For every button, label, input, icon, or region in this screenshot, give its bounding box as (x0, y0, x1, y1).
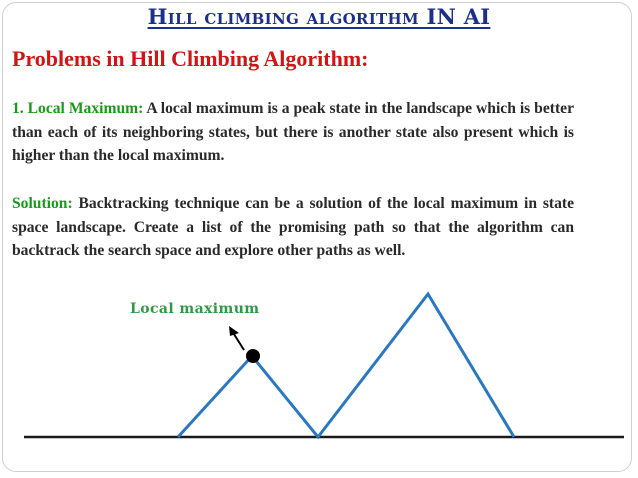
solution-lead: Solution: (12, 195, 73, 212)
local-maximum-dot (246, 349, 260, 363)
slide-title: Hill climbing algorithm IN AI (147, 4, 491, 29)
local-maximum-paragraph (12, 97, 574, 168)
local-maximum-text: A local maximum is a peak state in the landscape which is better than each of its neighboring states, but there is another state also present which is higher than the local maximum. (12, 100, 574, 164)
local-maximum-label: Local maximum (130, 301, 260, 317)
section-heading: Problems in Hill Climbing Algorithm: (12, 46, 369, 71)
pointer-arrow-head (229, 326, 239, 336)
solution-text: Backtracking technique can be a solution of the local maximum in state space landscape. Create a list of the promising path so that the algorithm can backtrack the search space and explore other paths as well. (12, 195, 574, 259)
landscape-diagram (0, 280, 638, 478)
solution-paragraph (12, 192, 574, 263)
local-maximum-lead: 1. Local Maximum: (12, 100, 144, 117)
